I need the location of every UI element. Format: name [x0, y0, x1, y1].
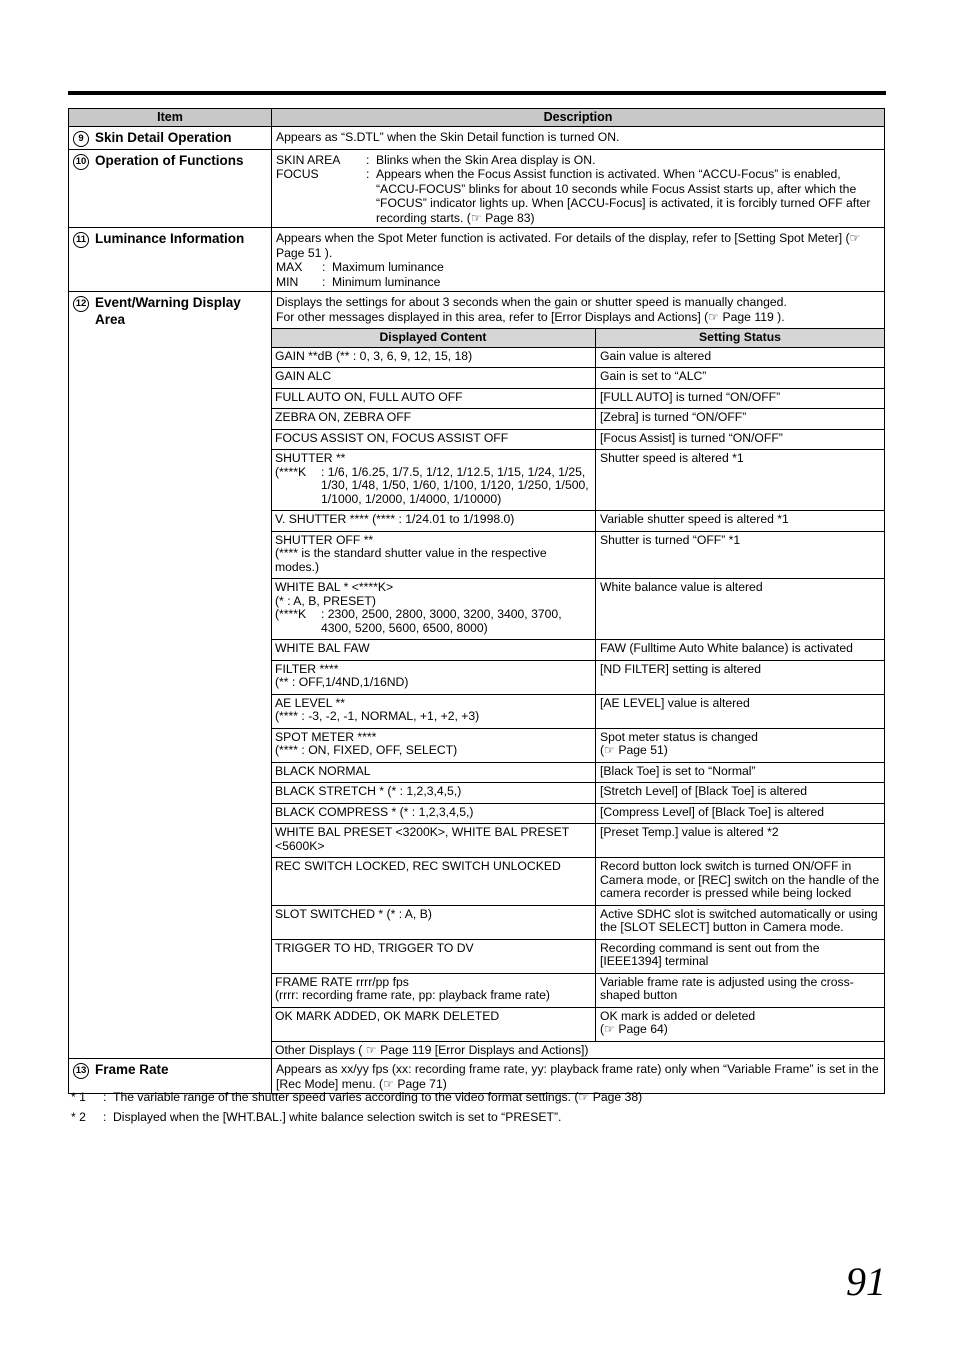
displayed-content: BLACK STRETCH * (* : 1,2,3,4,5,) — [271, 783, 596, 804]
displayed-content: OK MARK ADDED, OK MARK DELETED — [271, 1007, 596, 1041]
def-sep: : — [366, 152, 370, 167]
subtable-row — [271, 347, 884, 368]
subtable-row — [271, 694, 884, 728]
setting-status: [Focus Assist] is turned “ON/OFF” — [596, 429, 885, 450]
displayed-content: FILTER **** — [275, 661, 339, 676]
item-label: Luminance Information — [95, 231, 245, 246]
item-label: Operation of Functions — [95, 152, 244, 168]
value-list-key: (****K — [275, 607, 307, 621]
displayed-content: FULL AUTO ON, FULL AUTO OFF — [271, 388, 596, 409]
description-text: Displays the settings for about 3 seconds when the gain or shutter speed is manually changed. — [276, 295, 787, 309]
description-text: Appears as “S.DTL” when the Skin Detail function is turned ON. — [276, 129, 620, 144]
setting-status: White balance value is altered — [596, 579, 885, 640]
item-label: Frame Rate — [95, 1062, 169, 1077]
item-cell — [69, 228, 272, 292]
value-list-key: (****K — [275, 464, 307, 479]
setting-status: Shutter is turned “OFF” *1 — [596, 531, 885, 579]
item-number-badge: 13 — [73, 1063, 89, 1079]
displayed-content-note: (**** : ON, FIXED, OFF, SELECT) — [275, 743, 458, 757]
displayed-content: WHITE BAL PRESET <3200K>, WHITE BAL PRESET <5600K> — [271, 824, 596, 858]
footnote — [71, 1090, 642, 1104]
subtable-row — [271, 1007, 884, 1041]
displayed-content-cell — [271, 660, 596, 694]
displayed-content: WHITE BAL * <****K> — [275, 580, 394, 594]
setting-status: Gain is set to “ALC” — [596, 368, 885, 389]
displayed-content: SHUTTER ** — [275, 451, 346, 465]
footnote-text: The variable range of the shutter speed varies according to the video format settings. (☞ Page 38) — [113, 1090, 643, 1104]
displayed-content-note: (rrrr: recording frame rate, pp: playback frame rate) — [275, 988, 550, 1002]
def-sep: : — [366, 167, 370, 181]
def-text: Appears when the Focus Assist function is activated. When “ACCU-Focus” is enabled, “ACCU-FOCUS” blinks for about 10 seconds while Focus Assist starts up, after which the “FOCUS” indicator lights up. When [ACCU-Focus] is activated, it is forcibly turned OFF after recording starts. (☞ Page 83) — [376, 167, 871, 225]
item-number-badge: 9 — [73, 131, 89, 147]
displayed-content-cell — [271, 531, 596, 579]
table-row — [69, 1059, 885, 1094]
item-cell — [69, 1059, 272, 1094]
header-item: Item — [69, 109, 272, 127]
setting-status: [AE LEVEL] value is altered — [596, 694, 885, 728]
subtable-row — [271, 660, 884, 694]
setting-status: [Preset Temp.] value is altered *2 — [596, 824, 885, 858]
footnote-sep: : — [103, 1110, 107, 1124]
displayed-content-cell — [271, 450, 596, 511]
subtable-row — [271, 939, 884, 973]
item-number-badge: 12 — [73, 296, 89, 312]
def-text: Minimum luminance — [332, 274, 441, 289]
displayed-content: FOCUS ASSIST ON, FOCUS ASSIST OFF — [271, 429, 596, 450]
subtable-row — [271, 783, 884, 804]
setting-status: Recording command is sent out from the [IEEE1394] terminal — [596, 939, 885, 973]
displayed-content: GAIN ALC — [271, 368, 596, 389]
setting-status-cell — [596, 1007, 885, 1041]
description-text: Appears when the Spot Meter function is activated. For details of the display, refer to [Setting Spot Meter] (☞ Page 51 ). — [276, 231, 861, 260]
subtable-row — [271, 531, 884, 579]
footnotes — [71, 1090, 642, 1130]
header-description: Description — [272, 109, 885, 127]
table-row — [69, 292, 885, 1059]
setting-status: [Compress Level] of [Black Toe] is altered — [596, 803, 885, 824]
subheader-displayed-content: Displayed Content — [271, 329, 596, 348]
footnote-text: Displayed when the [WHT.BAL.] white balance selection switch is set to “PRESET”. — [113, 1110, 562, 1124]
setting-status: Record button lock switch is turned ON/OFF in Camera mode, or [REC] switch on the handle of the camera recorder is pressed while being locked — [596, 858, 885, 906]
displayed-content: FRAME RATE rrrr/pp fps — [275, 974, 409, 989]
subheader-setting-status: Setting Status — [596, 329, 885, 348]
subtable-row — [271, 409, 884, 430]
setting-status: Gain value is altered — [596, 347, 885, 368]
subtable-row — [271, 973, 884, 1007]
description-cell — [272, 149, 885, 228]
item-cell — [69, 126, 272, 149]
description-text: Appears as xx/yy fps (xx: recording frame rate, yy: playback frame rate) only when “Variable Frame” is set in the [Rec Mode] menu. (☞ Page 71) — [276, 1062, 879, 1091]
displayed-content: GAIN **dB (** : 0, 3, 6, 9, 12, 15, 18) — [271, 347, 596, 368]
table-row — [69, 126, 885, 149]
displayed-content: V. SHUTTER **** (**** : 1/24.01 to 1/1998.0) — [271, 511, 596, 532]
subtable-row — [271, 728, 884, 762]
def-text: Blinks when the Skin Area display is ON. — [376, 152, 596, 167]
page-number: 91 — [846, 1259, 886, 1304]
footnote-sep: : — [103, 1090, 107, 1104]
page-reference: (☞ Page 51) — [600, 743, 668, 757]
item-number-badge: 11 — [73, 232, 89, 248]
setting-status: [FULL AUTO] is turned “ON/OFF” — [596, 388, 885, 409]
footnote-mark: * 2 — [71, 1110, 86, 1124]
value-list — [275, 466, 591, 507]
displayed-content: REC SWITCH LOCKED, REC SWITCH UNLOCKED — [271, 858, 596, 906]
value-list — [275, 608, 591, 635]
value-list-text: : 2300, 2500, 2800, 3000, 3200, 3400, 3700, 4300, 5200, 5600, 6500, 8000) — [321, 607, 562, 635]
description-cell — [272, 292, 885, 1059]
table-header-row — [69, 109, 885, 127]
table-row — [69, 149, 885, 228]
description-cell — [272, 228, 885, 292]
definition-list — [276, 260, 880, 289]
def-key: MAX — [276, 260, 303, 274]
subtable-row — [271, 388, 884, 409]
displayed-content: BLACK NORMAL — [271, 762, 596, 783]
def-key: MIN — [276, 274, 299, 289]
setting-status: Active SDHC slot is switched automatically or using the [SLOT SELECT] button in Camera mode. — [596, 905, 885, 939]
setting-status: [Zebra] is turned “ON/OFF” — [596, 409, 885, 430]
displayed-content: SLOT SWITCHED * (* : A, B) — [271, 905, 596, 939]
def-key: FOCUS — [276, 167, 319, 181]
displayed-content: TRIGGER TO HD, TRIGGER TO DV — [271, 939, 596, 973]
subtable-row — [271, 368, 884, 389]
subtable-row — [271, 762, 884, 783]
subtable-row — [271, 824, 884, 858]
displayed-content-note: (**** : -3, -2, -1, NORMAL, +1, +2, +3) — [275, 709, 480, 723]
setting-status: Spot meter status is changed — [600, 729, 758, 744]
def-sep: : — [322, 274, 326, 289]
displayed-content-cell — [271, 973, 596, 1007]
subtable-row — [271, 803, 884, 824]
subtable-row — [271, 640, 884, 661]
def-key: SKIN AREA — [276, 152, 341, 167]
def-sep: : — [322, 260, 326, 274]
item-cell — [69, 292, 272, 1059]
value-list-text: : 1/6, 1/6.25, 1/7.5, 1/12, 1/12.5, 1/15, 1/24, 1/25, 1/30, 1/48, 1/50, 1/60, 1/100, 1/120, 1/250, 1/500, 1/1000, 1/2000, 1/4000, 1/10000) — [321, 464, 589, 506]
setting-status: Variable frame rate is adjusted using the cross-shaped button — [596, 973, 885, 1007]
footnote-mark: * 1 — [71, 1090, 86, 1104]
displayed-content: BLACK COMPRESS * (* : 1,2,3,4,5,) — [271, 803, 596, 824]
displayed-content: SHUTTER OFF ** — [275, 532, 374, 547]
description-cell — [272, 126, 885, 149]
event-warning-subtable — [271, 328, 884, 1061]
subtable-row — [271, 450, 884, 511]
page-reference: (☞ Page 64) — [600, 1022, 668, 1036]
setting-status: [ND FILTER] setting is altered — [596, 660, 885, 694]
subtable-row — [271, 511, 884, 532]
displayed-content-cell — [271, 694, 596, 728]
item-cell — [69, 149, 272, 228]
displayed-content-note: (* : A, B, PRESET) — [275, 593, 376, 608]
item-number-badge: 10 — [73, 154, 89, 170]
setting-status: OK mark is added or deleted — [600, 1008, 756, 1023]
displayed-content: WHITE BAL FAW — [271, 640, 596, 661]
description-cell — [272, 1059, 885, 1094]
displayed-content: SPOT METER **** — [275, 729, 377, 744]
subtable-row — [271, 905, 884, 939]
header-rule — [68, 91, 886, 95]
def-text: Maximum luminance — [332, 260, 444, 274]
displayed-content-note: (** : OFF,1/4ND,1/16ND) — [275, 675, 409, 689]
displayed-content-note: (**** is the standard shutter value in the respective modes.) — [275, 546, 547, 574]
setting-status-cell — [596, 728, 885, 762]
item-label: Event/Warning Display Area — [95, 295, 241, 327]
item-label: Skin Detail Operation — [95, 129, 232, 145]
subtable-header-row — [271, 329, 884, 348]
setting-status: Variable shutter speed is altered *1 — [596, 511, 885, 532]
displayed-content: AE LEVEL ** — [275, 695, 346, 710]
footnote — [71, 1110, 642, 1124]
other-displays: Other Displays ( ☞ Page 119 [Error Displays and Actions]) — [271, 1041, 884, 1061]
subtable-row — [271, 579, 884, 640]
displayed-content-cell — [271, 579, 596, 640]
table-row — [69, 228, 885, 292]
item-description-table — [68, 108, 885, 1094]
setting-status: Shutter speed is altered *1 — [596, 450, 885, 511]
displayed-content: ZEBRA ON, ZEBRA OFF — [271, 409, 596, 430]
setting-status: [Stretch Level] of [Black Toe] is altered — [596, 783, 885, 804]
setting-status: [Black Toe] is set to “Normal” — [596, 762, 885, 783]
subtable-row — [271, 429, 884, 450]
setting-status: FAW (Fulltime Auto White balance) is activated — [596, 640, 885, 661]
definition-list — [276, 153, 880, 226]
subtable-row — [271, 858, 884, 906]
description-text: For other messages displayed in this area, refer to [Error Displays and Actions] (☞ Page 119 ). — [276, 309, 785, 324]
displayed-content-cell — [271, 728, 596, 762]
